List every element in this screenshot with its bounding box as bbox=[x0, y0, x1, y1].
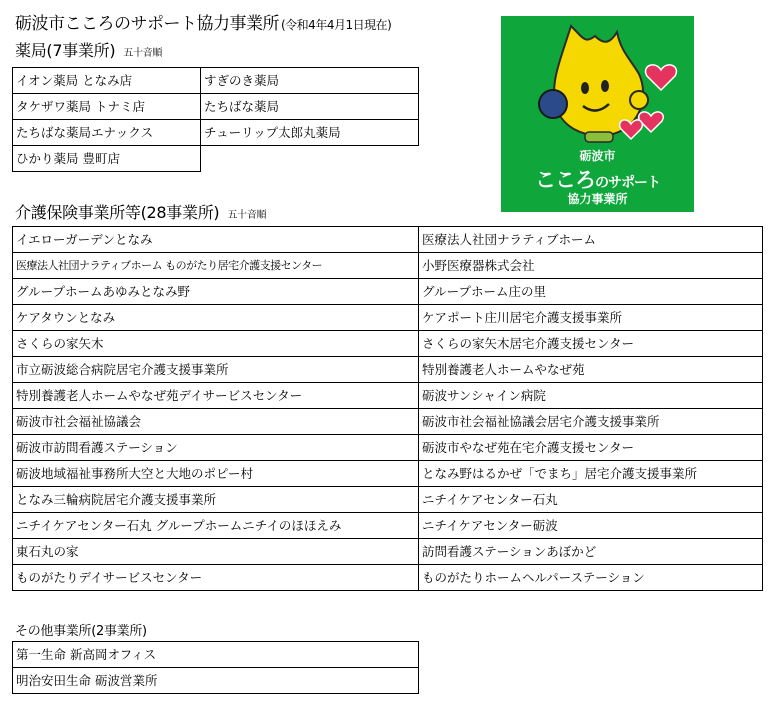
table-cell: 市立砺波総合病院居宅介護支援事業所 bbox=[13, 357, 419, 383]
table-cell: ニチイケアセンター石丸 グループホームニチイのほほえみ bbox=[13, 513, 419, 539]
table-cell: ケアタウンとなみ bbox=[13, 305, 419, 331]
mascot-left-eye bbox=[581, 82, 589, 94]
table-row bbox=[13, 120, 419, 146]
table-cell: ものがたりデイサービスセンター bbox=[13, 565, 419, 591]
pharmacy-table bbox=[12, 67, 419, 172]
page-title bbox=[15, 9, 391, 34]
table-cell: さくらの家矢木居宅介護支援センター bbox=[419, 331, 763, 357]
table-cell: 医療法人社団ナラティブホーム ものがたり居宅介護支援センター bbox=[13, 253, 419, 279]
table-row bbox=[13, 357, 763, 383]
table-cell: 明治安田生命 砺波営業所 bbox=[13, 668, 419, 694]
table-cell: すぎのき薬局 bbox=[201, 68, 419, 94]
table-cell: 砺波市社会福祉協議会 bbox=[13, 409, 419, 435]
heart-icon bbox=[639, 112, 664, 132]
table-row bbox=[13, 409, 763, 435]
table-cell: 医療法人社団ナラティブホーム bbox=[419, 227, 763, 253]
table-row bbox=[13, 253, 763, 279]
table-cell: 東石丸の家 bbox=[13, 539, 419, 565]
other-heading-text: その他事業所(2事業所) bbox=[15, 624, 147, 639]
table-cell: 砺波サンシャイン病院 bbox=[419, 383, 763, 409]
mascot-right-eye bbox=[601, 80, 609, 92]
care-sort-note: 五十音順 bbox=[227, 210, 267, 221]
table-cell: たちばな薬局エナックス bbox=[13, 120, 201, 146]
table-cell: イエローガーデンとなみ bbox=[13, 227, 419, 253]
table-cell: ケアポート庄川居宅介護支援事業所 bbox=[419, 305, 763, 331]
pharmacy-heading-text: 薬局(7事業所) bbox=[15, 41, 116, 60]
table-row bbox=[13, 305, 763, 331]
table-cell: ニチイケアセンター石丸 bbox=[419, 487, 763, 513]
table-cell: 砺波市訪問看護ステーション bbox=[13, 435, 419, 461]
page-title-text: 砺波市こころのサポート協力事業所 bbox=[15, 14, 279, 34]
table-cell: さくらの家矢木 bbox=[13, 331, 419, 357]
table-cell: 小野医療器株式会社 bbox=[419, 253, 763, 279]
table-cell: 特別養護老人ホームやなぜ苑 bbox=[419, 357, 763, 383]
table-row bbox=[13, 435, 763, 461]
table-row bbox=[13, 642, 419, 668]
table-cell-empty bbox=[201, 146, 419, 172]
table-row bbox=[13, 94, 419, 120]
kokoro-support-logo bbox=[501, 16, 694, 212]
table-row bbox=[13, 279, 763, 305]
logo-main-small: のサポート bbox=[595, 175, 660, 191]
other-heading bbox=[15, 620, 147, 639]
heart-icon bbox=[646, 65, 677, 90]
logo-main-large: こころ bbox=[535, 168, 595, 192]
mascot-body-shape bbox=[554, 26, 643, 135]
care-heading-text: 介護保険事業所等(28事業所) bbox=[15, 203, 220, 222]
table-row bbox=[13, 227, 763, 253]
pharmacy-sort-note: 五十音順 bbox=[123, 48, 163, 59]
table-cell: 砺波地域福祉事務所大空と大地のポピー村 bbox=[13, 461, 419, 487]
table-cell: となみ三輪病院居宅介護支援事業所 bbox=[13, 487, 419, 513]
table-row bbox=[13, 565, 763, 591]
other-table bbox=[12, 641, 419, 694]
table-row bbox=[13, 668, 419, 694]
mascot-base bbox=[585, 132, 613, 142]
table-cell: 第一生命 新高岡オフィス bbox=[13, 642, 419, 668]
table-cell: ものがたりホームヘルパーステーション bbox=[419, 565, 763, 591]
table-cell: 砺波市やなぜ苑在宅介護支援センター bbox=[419, 435, 763, 461]
table-cell: グループホームあゆみとなみ野 bbox=[13, 279, 419, 305]
heart-icon bbox=[620, 120, 643, 139]
table-row bbox=[13, 383, 763, 409]
table-cell: 訪問看護ステーションあぼかど bbox=[419, 539, 763, 565]
table-cell: 砺波市社会福祉協議会居宅介護支援事業所 bbox=[419, 409, 763, 435]
mascot-hand-ball bbox=[539, 90, 567, 118]
table-cell: ひかり薬局 豊町店 bbox=[13, 146, 201, 172]
table-row bbox=[13, 146, 419, 172]
pharmacy-heading bbox=[15, 38, 162, 61]
table-cell: チューリップ太郎丸薬局 bbox=[201, 120, 419, 146]
table-cell: タケザワ薬局 トナミ店 bbox=[13, 94, 201, 120]
table-cell: イオン薬局 となみ店 bbox=[13, 68, 201, 94]
table-row bbox=[13, 331, 763, 357]
table-cell: グループホーム庄の里 bbox=[419, 279, 763, 305]
table-cell: 特別養護老人ホームやなぜ苑デイサービスセンター bbox=[13, 383, 419, 409]
table-row bbox=[13, 487, 763, 513]
table-row bbox=[13, 513, 763, 539]
logo-city: 砺波市 bbox=[579, 149, 616, 163]
table-row bbox=[13, 539, 763, 565]
mascot-right-hand bbox=[630, 91, 648, 109]
care-heading bbox=[15, 200, 266, 223]
table-cell: となみ野はるかぜ「でまち」居宅介護支援事業所 bbox=[419, 461, 763, 487]
table-cell: たちばな薬局 bbox=[201, 94, 419, 120]
care-table bbox=[12, 226, 763, 591]
table-row bbox=[13, 461, 763, 487]
page-title-date: (令和4年4月1日現在) bbox=[281, 18, 392, 32]
table-row bbox=[13, 68, 419, 94]
logo-subtitle: 協力事業所 bbox=[567, 192, 628, 206]
table-cell: ニチイケアセンター砺波 bbox=[419, 513, 763, 539]
